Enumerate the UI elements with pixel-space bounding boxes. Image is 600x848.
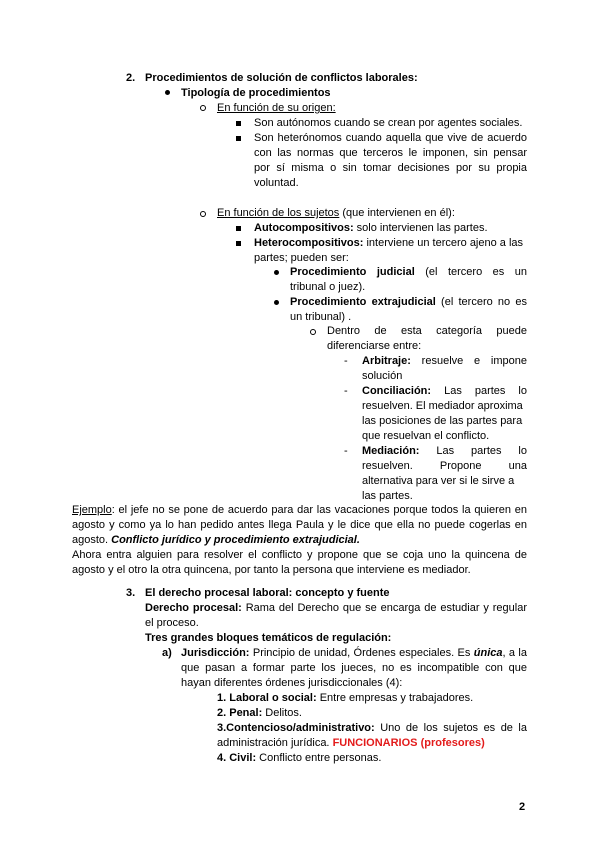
- ejemplo-line4: Ahora entra alguien para resolver el conflicto y propone que se coja uno la quincena de: [72, 549, 527, 561]
- orden-civil: 4. Civil: Conflicto entre personas.: [217, 752, 382, 764]
- dash-marker: -: [344, 445, 348, 457]
- procedimiento-extrajudicial-line2: un tribunal) .: [290, 311, 352, 323]
- arbitraje-item: Arbitraje: resuelve e impone: [362, 355, 527, 367]
- jurisdiccion-item: Jurisdicción: Principio de unidad, Órdenes especiales. Es única, a la: [181, 647, 527, 659]
- heteronomos-line: por sí misma o sin tomar decisiones por su propia: [254, 162, 527, 174]
- mediacion-line: las partes.: [362, 490, 413, 502]
- arbitraje-line2: solución: [362, 370, 403, 382]
- dash-marker: -: [344, 385, 348, 397]
- orden-laboral: 1. Laboral o social: Entre empresas y trabajadores.: [217, 692, 474, 704]
- sujetos-heading: En función de los sujetos (que intervienen en él):: [217, 207, 455, 219]
- bullet-square: [236, 121, 241, 126]
- bloques-heading: Tres grandes bloques temáticos de regulación:: [145, 632, 392, 644]
- ejemplo-line3: agosto. Conflicto jurídico y procedimiento extrajudicial.: [72, 534, 360, 546]
- conciliacion-line: que resuelvan el conflicto.: [362, 430, 490, 442]
- section-3-title: El derecho procesal laboral: concepto y fuente: [145, 587, 390, 599]
- section-2-title: Procedimientos de solución de conflictos laborales:: [145, 72, 418, 84]
- bullet-circle: [310, 329, 316, 335]
- orden-penal: 2. Penal: Delitos.: [217, 707, 302, 719]
- tipologia-heading: Tipología de procedimientos: [181, 87, 331, 99]
- autocompositivos-item: Autocompositivos: solo intervienen las partes.: [254, 222, 488, 234]
- bullet-dot: [274, 300, 279, 305]
- orden-contencioso-line2: administración jurídica. FUNCIONARIOS (profesores): [217, 737, 485, 749]
- dentro-categoria-line: Dentro de esta categoría puede: [327, 325, 527, 337]
- procedimiento-judicial-line2: tribunal o juez).: [290, 281, 366, 293]
- procedimiento-extrajudicial-item: Procedimiento extrajudicial (el tercero no es: [290, 296, 528, 308]
- bullet-dot: [274, 270, 279, 275]
- heteronomos-line: voluntad.: [254, 177, 299, 189]
- bullet-circle: [200, 211, 206, 217]
- bullet-dot: [165, 90, 170, 95]
- dentro-categoria-line: diferenciarse entre:: [327, 340, 422, 352]
- ejemplo-line2: agosto y como ya lo han pedido antes llega Paula y le dice que ella no puede cogerlas en: [72, 519, 527, 531]
- ejemplo-line1: Ejemplo: el jefe no se pone de acuerdo para dar las vacaciones porque todos la quieren en: [72, 504, 527, 516]
- mediacion-line: alternativa para ver si le sirve a: [362, 475, 515, 487]
- bullet-square: [236, 136, 241, 141]
- procedimiento-judicial-item: Procedimiento judicial (el tercero es un: [290, 266, 527, 278]
- derecho-procesal-def: Derecho procesal: Rama del Derecho que se encarga de estudiar y regular: [145, 602, 528, 614]
- bullet-square: [236, 241, 241, 246]
- bullet-circle: [200, 105, 206, 111]
- orden-contencioso: 3.Contencioso/administrativo: Uno de los sujetos es de la: [217, 722, 527, 734]
- conciliacion-item: Conciliación: Las partes lo: [362, 385, 527, 397]
- mediacion-line: resuelven. Propone una: [362, 460, 527, 472]
- autonomos-text: Son autónomos cuando se crean por agentes sociales.: [254, 117, 523, 129]
- heterocompositivos-line2: partes; pueden ser:: [254, 252, 349, 264]
- jurisdiccion-line3: hayan diferentes órdenes jurisdiccionales (4):: [181, 677, 403, 689]
- page-number: 2: [519, 801, 526, 813]
- section-2-number: 2.: [126, 72, 136, 84]
- dash-marker: -: [344, 355, 348, 367]
- conciliacion-line: las posiciones de las partes para: [362, 415, 523, 427]
- heterocompositivos-item: Heterocompositivos: interviene un tercero ajeno a las: [254, 237, 524, 249]
- conciliacion-line: resuelven. El mediador aproxima: [362, 400, 523, 412]
- ejemplo-line5: agosto y el otro la otra quincena, por tanto la persona que interviene es mediador.: [72, 564, 471, 576]
- origen-heading: En función de su origen:: [217, 102, 336, 114]
- derecho-procesal-line2: el proceso.: [145, 617, 199, 629]
- jurisdiccion-line2: que pasan a formar parte los jueces, no es incompatible con que: [181, 662, 527, 674]
- item-a-marker: a): [162, 647, 172, 659]
- heteronomos-line: Son heterónomos cuando aquella que vive de acuerdo: [254, 132, 527, 144]
- section-3-number: 3.: [126, 587, 136, 599]
- bullet-square: [236, 226, 241, 231]
- mediacion-item: Mediación: Las partes lo: [362, 445, 527, 457]
- heteronomos-line: con las normas que terceros le imponen, sin pensar: [254, 147, 527, 159]
